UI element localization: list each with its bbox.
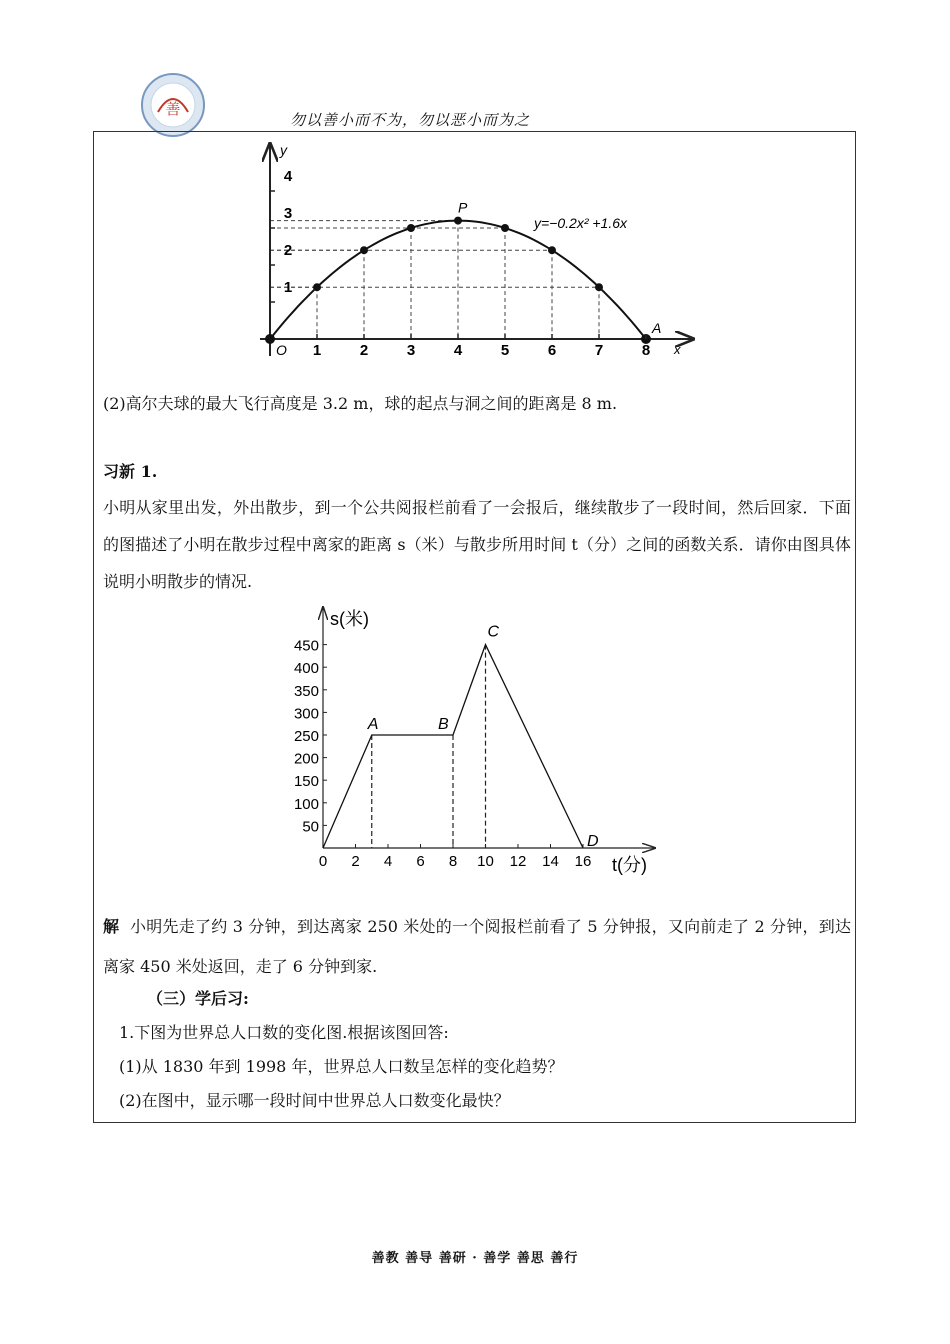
solution-label: 解: [103, 917, 120, 936]
x-tick-label: 10: [477, 853, 494, 870]
data-point: [265, 334, 275, 344]
data-point: [501, 224, 509, 232]
parabola-chart: [250, 138, 700, 366]
data-point: [313, 283, 321, 291]
data-point: [360, 246, 368, 254]
y-tick-label: 100: [293, 795, 319, 813]
y-tick-label: 50: [302, 818, 319, 836]
s-axis-label: s(米): [330, 609, 369, 629]
problem-text: 小明从家里出发，外出散步，到一个公共阅报栏前看了一会报后，继续散步了一段时间，然后回家．下面的图描述了小明在散步过程中离家的距离 s（米）与散步所用时间 t（分）之间的函数关系．请你由图具体说明小明散步的情况.: [103, 498, 851, 591]
point-label-C: C: [487, 623, 500, 641]
y-tick-label: 3: [283, 205, 293, 222]
y-tick-label: 4: [283, 168, 293, 185]
x-tick-label: 2: [351, 853, 360, 870]
question-1: 1.下图为世界总人口数的变化图.根据该图回答:: [119, 1023, 449, 1042]
x-tick-label: 5: [500, 342, 510, 359]
footer-motto: 善教 善导 善研 · 善学 善思 善行: [371, 1251, 579, 1266]
walk-chart: [280, 603, 665, 883]
y-tick-label: 300: [293, 705, 319, 723]
point-label-B: B: [438, 716, 449, 733]
t-axis-label: t(分): [612, 855, 647, 875]
x-tick-label: 14: [542, 853, 559, 870]
x-tick-label: 3: [406, 342, 416, 359]
y-tick-label: 350: [293, 682, 319, 700]
y-tick-label: 450: [293, 637, 319, 655]
school-logo: [140, 72, 206, 138]
data-point: [595, 283, 603, 291]
point-label-A: A: [367, 716, 379, 733]
x-tick-label: 12: [509, 853, 527, 870]
question-1b: (2)在图中，显示哪一段时间中世界总人口数变化最快？: [119, 1091, 510, 1110]
section-title: 习新 1.: [103, 462, 158, 481]
y-tick-label: 200: [293, 750, 319, 768]
logo-glyph: 善: [165, 101, 181, 118]
data-point: [548, 246, 556, 254]
data-point: [454, 217, 462, 225]
x-tick-label: 1: [312, 342, 322, 359]
x-tick-label: 8: [641, 342, 651, 359]
point-label-D: D: [587, 833, 599, 850]
y-axis-label: y: [280, 142, 287, 158]
point-label-A: A: [652, 320, 662, 336]
solution-block: [103, 907, 851, 987]
y-tick-label: 1: [283, 279, 293, 296]
x-tick-label: 16: [574, 853, 592, 870]
equation-label: y=−0.2x² +1.6x: [534, 215, 628, 231]
origin-label: O: [276, 342, 287, 358]
x-tick-label: 4: [383, 853, 393, 870]
solution-text: 小明先走了约 3 分钟，到达离家 250 米处的一个阅报栏前看了 5 分钟报，又向前走了 2 分钟，到达离家 450 米处返回，走了 6 分钟到家.: [103, 917, 851, 976]
subsection-title: （三）学后习:: [147, 989, 249, 1008]
y-tick-label: 150: [293, 773, 319, 791]
x-tick-label: 6: [547, 342, 557, 359]
origin-label: 0: [318, 853, 328, 870]
motto: 勿以善小而不为，勿以恶小而为之: [290, 111, 531, 129]
x-axis-label: x: [674, 342, 681, 357]
question-1a: (1)从 1830 年到 1998 年，世界总人口数呈怎样的变化趋势？: [119, 1057, 564, 1076]
point-label-P: P: [458, 199, 468, 216]
y-tick-label: 2: [283, 242, 293, 259]
answer-2: (2)高尔夫球的最大飞行高度是 3.2 m，球的起点与洞之间的距离是 8 m.: [103, 394, 618, 413]
y-tick-label: 400: [293, 660, 319, 678]
y-tick-label: 250: [293, 728, 319, 745]
x-tick-label: 6: [416, 853, 425, 870]
x-tick-label: 8: [448, 853, 458, 870]
x-tick-label: 7: [594, 342, 604, 359]
data-point: [407, 224, 415, 232]
x-tick-label: 2: [359, 342, 369, 359]
x-tick-label: 4: [453, 342, 463, 359]
